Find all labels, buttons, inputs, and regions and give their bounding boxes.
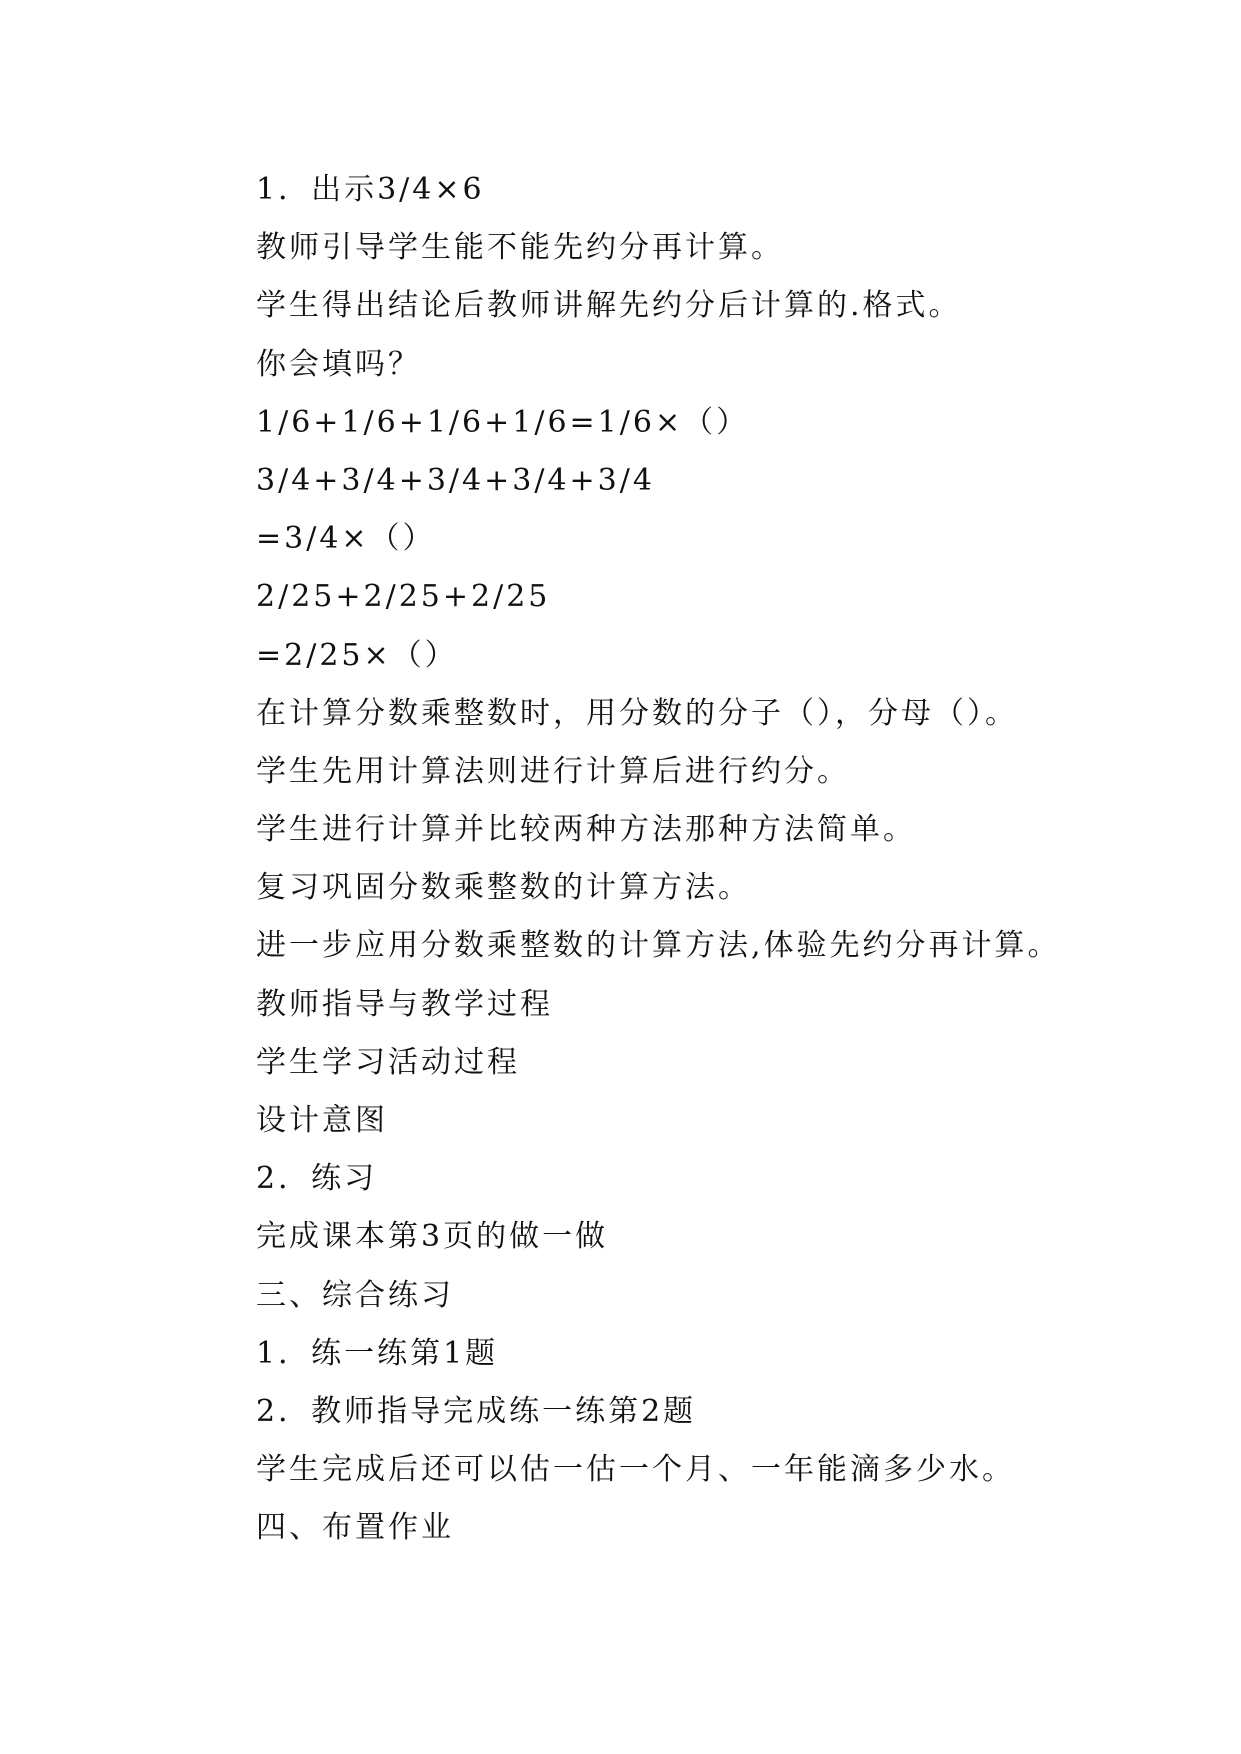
text-line: =3/4×（） — [256, 521, 436, 557]
text-line: 学生先用计算法则进行计算后进行约分。 — [256, 753, 850, 789]
text-line: 教师引导学生能不能先约分再计算。 — [256, 230, 784, 266]
text-line: 学生得出结论后教师讲解先约分后计算的.格式。 — [256, 288, 962, 324]
text-line: =2/25×（） — [256, 637, 458, 673]
text-line: 学生进行计算并比较两种方法那种方法简单。 — [256, 812, 916, 848]
text-line: 四、布置作业 — [256, 1510, 454, 1546]
text-line: 1．出示3/4×6 — [256, 172, 485, 207]
text-line: 设计意图 — [256, 1103, 388, 1138]
text-line: 学生学习活动过程 — [256, 1044, 520, 1080]
text-line: 1/6+1/6+1/6+1/6=1/6×（） — [256, 404, 750, 440]
document-body — [256, 161, 1156, 1558]
text-line: 2．教师指导完成练一练第2题 — [256, 1393, 697, 1429]
text-line: 进一步应用分数乘整数的计算方法,体验先约分再计算。 — [256, 928, 1061, 964]
text-line: 复习巩固分数乘整数的计算方法。 — [256, 870, 751, 906]
text-line: 学生完成后还可以估一估一个月、一年能滴多少水。 — [256, 1452, 1015, 1488]
text-line: 三、综合练习 — [256, 1277, 454, 1313]
text-line: 3/4+3/4+3/4+3/4+3/4 — [256, 462, 655, 498]
text-line: 完成课本第3页的做一做 — [256, 1219, 609, 1255]
text-line: 2/25+2/25+2/25 — [256, 579, 551, 615]
text-line: 你会填吗？ — [256, 346, 421, 382]
text-line: 1．练一练第1题 — [256, 1335, 499, 1371]
text-line: 教师指导与教学过程 — [256, 986, 553, 1022]
text-line: 在计算分数乘整数时，用分数的分子（），分母（）。 — [256, 695, 1018, 731]
text-line: 2．练习 — [256, 1161, 378, 1197]
